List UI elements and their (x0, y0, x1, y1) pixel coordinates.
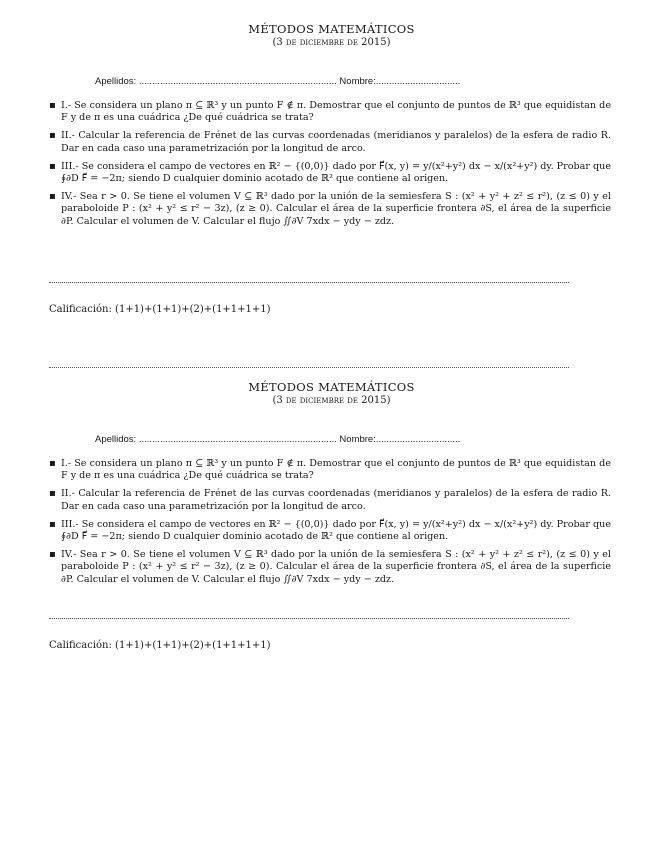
exam-title: MÉTODOS MATEMÁTICOS (248, 22, 415, 36)
problem-item: ▪ III.- Se considera el campo de vectores en ℝ² − {(0,0)} dado por F⃗(x, y) = y/(x²+y²) dx − x/(x²+y²) dy. Probar que ∮∂D F⃗ = −2π; siendo D cualquier dominio acotado de ℝ² que contiene al origen. (49, 519, 611, 543)
problem-item: ▪ II.- Calcular la referencia de Frénet de las curvas coordenadas (meridianos y paralelos) de la esfera de radio R. Dar en cada caso una parametrización por la longitud de arco. (49, 130, 611, 154)
name-line: Apellidos: ........................................................................... Nombre:................................ (95, 76, 461, 87)
problem-item: ▪ III.- Se considera el campo de vectores en ℝ² − {(0,0)} dado por F⃗(x, y) = y/(x²+y²) dx − x/(x²+y²) dy. Probar que ∮∂D F⃗ = −2π; siendo D cualquier dominio acotado de ℝ² que contiene al origen. (49, 161, 611, 185)
problem-item: ▪ IV.- Sea r > 0. Se tiene el volumen V ⊆ ℝ³ dado por la unión de la semiesfera S : (x² + y² + z² ≤ r²), (z ≤ 0) y el paraboloide P : (x² + y² ≤ r² − 3z), (z ≥ 0). Calcular el área de la superficie frontera ∂S, el área de la superficie ∂P. Calcular el volumen de V. Calcular el flujo ∬∂V 7xdx − ydy − zdz. (49, 191, 611, 228)
problem-item: ▪ II.- Calcular la referencia de Frénet de las curvas coordenadas (meridianos y paralelos) de la esfera de radio R. Dar en cada caso una parametrización por la longitud de arco. (49, 488, 611, 512)
dotted-divider (49, 282, 569, 283)
dotted-divider (49, 618, 569, 619)
problem-item: ▪ IV.- Sea r > 0. Se tiene el volumen V ⊆ ℝ³ dado por la unión de la semiesfera S : (x² + y² + z² ≤ r²), (z ≤ 0) y el paraboloide P : (x² + y² ≤ r² − 3z), (z ≥ 0). Calcular el área de la superficie frontera ∂S, el área de la superficie ∂P. Calcular el volumen de V. Calcular el flujo ∬∂V 7xdx − ydy − zdz. (49, 549, 611, 586)
problem-list (49, 100, 611, 234)
grading-line: Calificación: (1+1)+(1+1)+(2)+(1+1+1+1) (49, 304, 271, 315)
grading-line: Calificación: (1+1)+(1+1)+(2)+(1+1+1+1) (49, 640, 271, 651)
exam-copy-2 (0, 380, 655, 651)
exam-date: (3 de diciembre de 2015) (272, 37, 391, 48)
exam-copy-1 (0, 22, 655, 315)
name-line: Apellidos: ........................................................................... Nombre:................................ (95, 434, 461, 445)
exam-date: (3 de diciembre de 2015) (272, 395, 391, 406)
cut-line-divider (49, 367, 569, 368)
exam-title: MÉTODOS MATEMÁTICOS (248, 380, 415, 394)
problem-item: ▪ I.- Se considera un plano π ⊆ ℝ³ y un punto F ∉ π. Demostrar que el conjunto de puntos de ℝ³ que equidistan de F y de π es una cuádrica ¿De qué cuádrica se trata? (49, 100, 611, 124)
problem-list (49, 458, 611, 592)
problem-item: ▪ I.- Se considera un plano π ⊆ ℝ³ y un punto F ∉ π. Demostrar que el conjunto de puntos de ℝ³ que equidistan de F y de π es una cuádrica ¿De qué cuádrica se trata? (49, 458, 611, 482)
